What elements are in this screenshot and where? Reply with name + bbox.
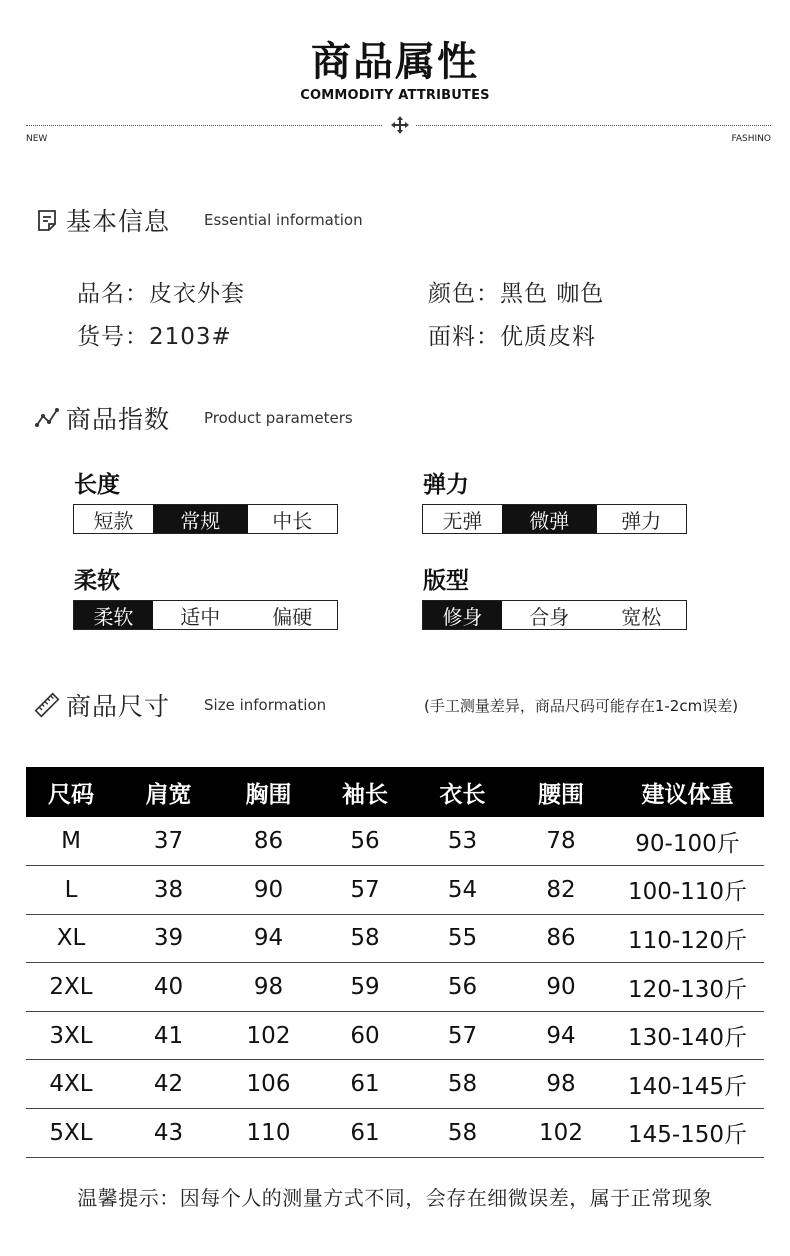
table-cell: 90-100斤 — [611, 817, 764, 866]
section-title: 商品指数 — [66, 405, 171, 434]
param-option: 宽松 — [621, 604, 662, 629]
info-label: 面料： — [428, 324, 500, 350]
param-option: 短款 — [93, 508, 134, 533]
param-scale-softness — [73, 600, 338, 630]
table-cell: 38 — [116, 866, 221, 915]
table-cell: 94 — [221, 914, 316, 963]
param-scale-fit — [422, 600, 687, 630]
param-option: 弹力 — [621, 508, 662, 533]
info-item-fabric — [428, 318, 596, 351]
page-subtitle: COMMODITY ATTRIBUTES — [300, 88, 490, 103]
table-cell: 102 — [221, 1011, 316, 1060]
column-header: 腰围 — [511, 767, 611, 817]
divider-right — [416, 125, 771, 126]
cross-arrows-icon — [390, 115, 410, 135]
measurement-tip: 温馨提示：因每个人的测量方式不同，会存在细微误差，属于正常现象 — [77, 1186, 713, 1210]
size-note: (手工测量差异，商品尺码可能存在1-2cm误差) — [424, 697, 739, 715]
table-cell: 41 — [116, 1011, 221, 1060]
table-cell: 98 — [511, 1060, 611, 1109]
table-row — [26, 914, 764, 963]
table-cell: 106 — [221, 1060, 316, 1109]
table-cell: 43 — [116, 1109, 221, 1158]
param-label-fit: 版型 — [423, 568, 469, 594]
param-option: 适中 — [180, 604, 221, 629]
section-title-en: Essential information — [204, 211, 363, 229]
table-cell: 58 — [414, 1109, 511, 1158]
info-label: 颜色： — [428, 281, 500, 307]
table-cell: 110-120斤 — [611, 914, 764, 963]
info-label: 货号： — [77, 324, 149, 350]
info-item-color — [428, 275, 604, 308]
table-cell: 98 — [221, 963, 316, 1012]
info-label: 品名： — [77, 281, 149, 307]
table-cell: 110 — [221, 1109, 316, 1158]
table-cell: 40 — [116, 963, 221, 1012]
document-icon — [34, 207, 60, 233]
table-cell: 2XL — [26, 963, 116, 1012]
table-cell: 56 — [316, 817, 414, 866]
table-cell: 90 — [511, 963, 611, 1012]
column-header: 衣长 — [414, 767, 511, 817]
section-title: 基本信息 — [66, 207, 171, 236]
table-cell: 86 — [221, 817, 316, 866]
param-scale-length — [73, 504, 338, 534]
section-size-header — [34, 685, 326, 725]
table-cell: 39 — [116, 914, 221, 963]
table-cell: 57 — [316, 866, 414, 915]
size-table-header-row — [26, 767, 764, 817]
column-header: 胸围 — [221, 767, 316, 817]
page-title: 商品属性 — [311, 39, 479, 85]
param-option: 合身 — [529, 604, 570, 629]
table-row — [26, 817, 764, 866]
table-cell: L — [26, 866, 116, 915]
table-row — [26, 866, 764, 915]
param-option: 无弹 — [442, 508, 483, 533]
column-header: 袖长 — [316, 767, 414, 817]
column-header: 建议体重 — [611, 767, 764, 817]
section-title-en: Size information — [204, 696, 327, 714]
column-header: 肩宽 — [116, 767, 221, 817]
param-label-length: 长度 — [74, 472, 120, 498]
table-cell: 78 — [511, 817, 611, 866]
table-row — [26, 963, 764, 1012]
section-basic-info-header — [34, 200, 363, 240]
table-cell: 57 — [414, 1011, 511, 1060]
info-value: 2103# — [149, 324, 232, 350]
param-option: 中长 — [272, 508, 313, 533]
ruler-icon — [34, 692, 60, 718]
param-scale-elasticity — [422, 504, 687, 534]
table-row — [26, 1109, 764, 1158]
info-item-name — [77, 275, 245, 308]
table-cell: 42 — [116, 1060, 221, 1109]
table-cell: M — [26, 817, 116, 866]
table-row — [26, 1011, 764, 1060]
table-row — [26, 1060, 764, 1109]
table-cell: 82 — [511, 866, 611, 915]
param-label-elasticity: 弹力 — [423, 472, 469, 498]
table-cell: 4XL — [26, 1060, 116, 1109]
line-graph-icon — [34, 405, 60, 431]
table-cell: 54 — [414, 866, 511, 915]
table-cell: 37 — [116, 817, 221, 866]
table-cell: 94 — [511, 1011, 611, 1060]
table-cell: 145-150斤 — [611, 1109, 764, 1158]
info-value: 优质皮料 — [500, 324, 596, 350]
table-cell: 61 — [316, 1060, 414, 1109]
table-cell: 130-140斤 — [611, 1011, 764, 1060]
table-cell: 55 — [414, 914, 511, 963]
param-option: 微弹 — [502, 505, 597, 533]
table-cell: 5XL — [26, 1109, 116, 1158]
table-cell: 60 — [316, 1011, 414, 1060]
corner-label-new: NEW — [26, 134, 48, 144]
table-cell: 58 — [414, 1060, 511, 1109]
divider-left — [26, 125, 382, 126]
info-item-sku — [77, 318, 232, 351]
param-option: 偏硬 — [272, 604, 313, 629]
table-cell: 100-110斤 — [611, 866, 764, 915]
table-cell: 58 — [316, 914, 414, 963]
param-option: 常规 — [153, 505, 248, 533]
table-cell: 61 — [316, 1109, 414, 1158]
section-title-en: Product parameters — [204, 409, 353, 427]
table-cell: 53 — [414, 817, 511, 866]
section-title: 商品尺寸 — [66, 692, 171, 721]
section-params-header — [34, 398, 353, 438]
info-value: 皮衣外套 — [149, 281, 245, 307]
table-cell: 3XL — [26, 1011, 116, 1060]
table-cell: 90 — [221, 866, 316, 915]
column-header: 尺码 — [26, 767, 116, 817]
corner-label-fashino: FASHINO — [731, 134, 771, 144]
param-option: 柔软 — [74, 601, 153, 629]
size-table — [26, 767, 764, 1158]
info-value: 黑色 咖色 — [500, 281, 605, 307]
param-option: 修身 — [423, 601, 502, 629]
table-cell: 120-130斤 — [611, 963, 764, 1012]
table-cell: 102 — [511, 1109, 611, 1158]
table-cell: XL — [26, 914, 116, 963]
table-cell: 86 — [511, 914, 611, 963]
param-label-softness: 柔软 — [74, 568, 120, 594]
table-cell: 59 — [316, 963, 414, 1012]
table-cell: 56 — [414, 963, 511, 1012]
table-cell: 140-145斤 — [611, 1060, 764, 1109]
